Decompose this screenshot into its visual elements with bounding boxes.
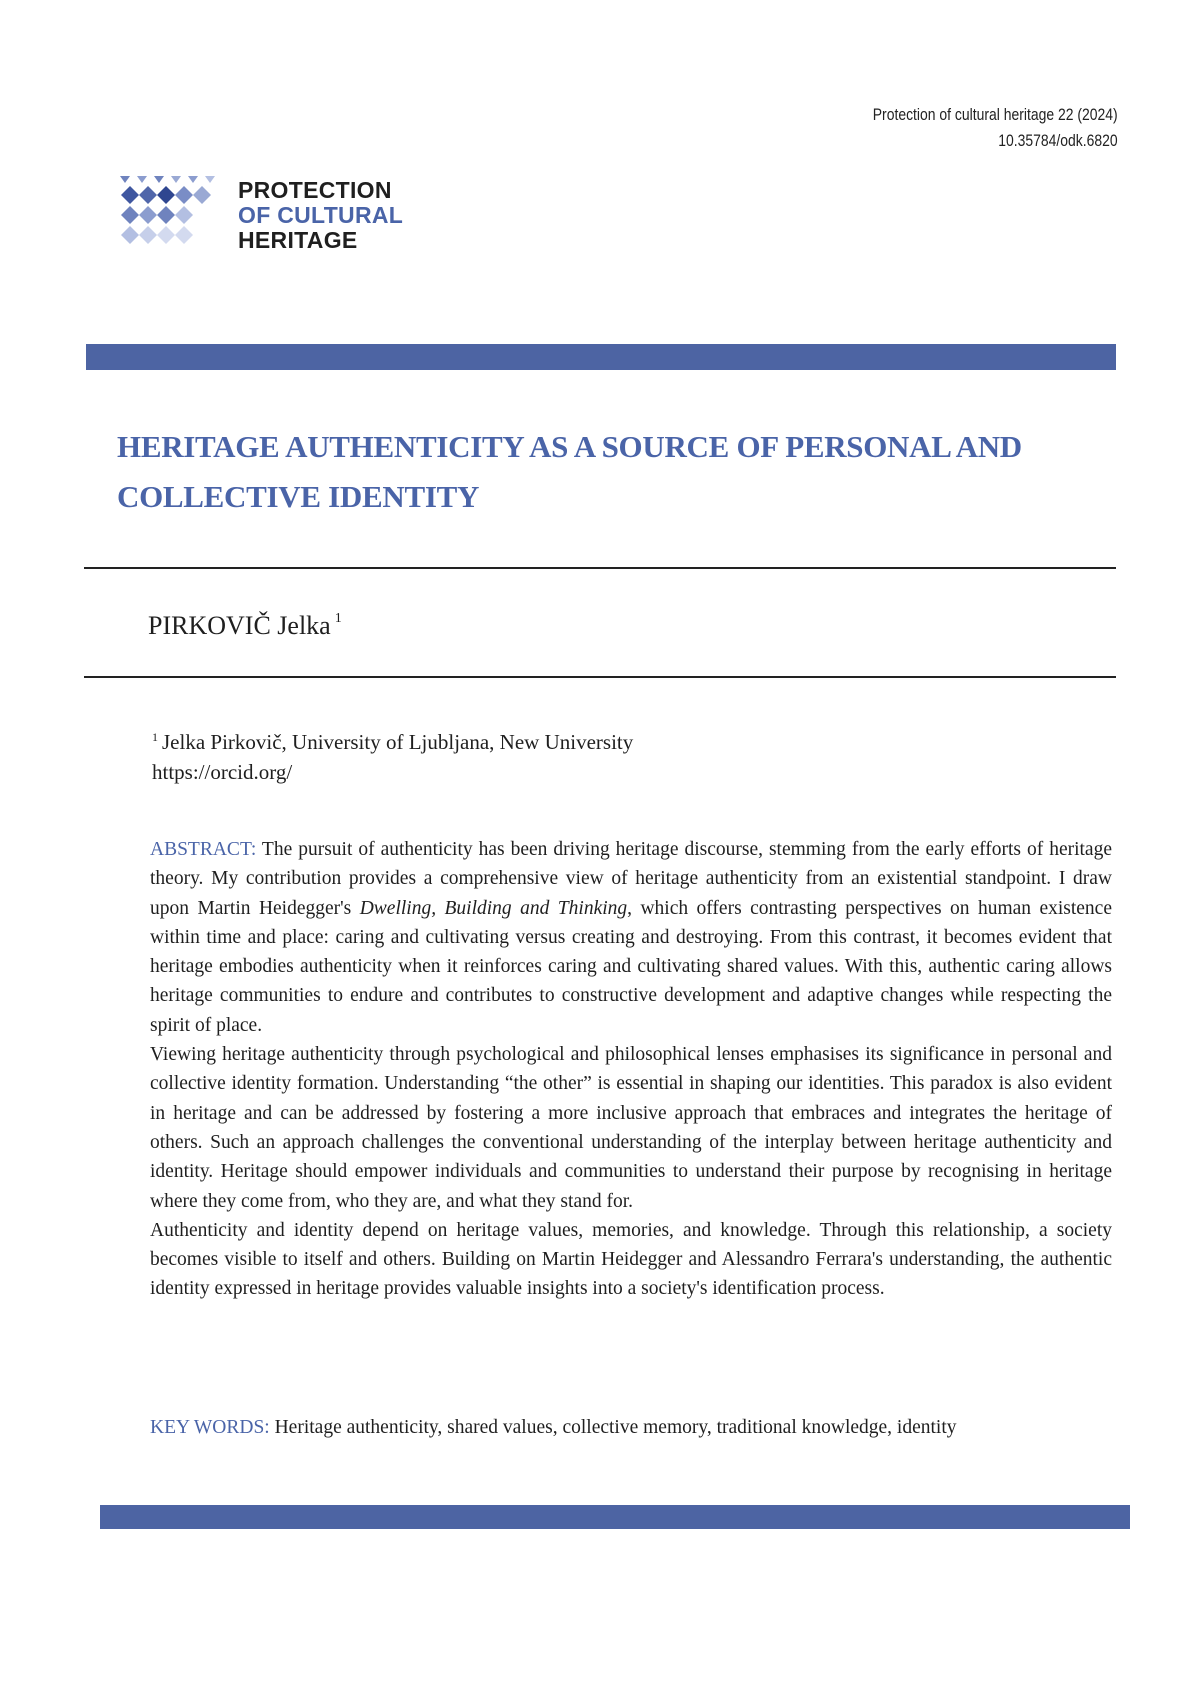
abstract-p1-start: The pursuit of authenticity has been driving heritage discourse, stemming from the early efforts of heritage theory. My contribution provides a comprehensive view of heritage authenticity from an existential standpoint. I draw upon Martin Heidegger's (150, 839, 1112, 919)
author-footnote-marker: 1 (334, 611, 342, 626)
orcid-link[interactable]: https://orcid.org/ (152, 760, 293, 784)
logo-line-3: HERITAGE (238, 227, 358, 253)
diamond-pattern-icon (120, 172, 230, 252)
abstract-paragraph-2: Viewing heritage authenticity through psychological and philosophical lenses emphasises its significance in personal and collective identity formation. Understanding “the other” is essential in shaping our identities. This paradox is also evident in heritage and can be addressed by fostering a more inclusive approach that embraces and integrates the heritage of others. Such an approach challenges the conventional understanding of the interplay between heritage authenticity and identity. Heritage should empower individuals and communities to understand their purpose by recognising in heritage where they come from, who they are, and what they stand for. (150, 1044, 1112, 1212)
logo-wordmark (238, 178, 403, 253)
affiliation-line (152, 722, 633, 757)
abstract (150, 835, 1112, 1304)
logo-line-2: OF CULTURAL (238, 202, 404, 228)
keywords (150, 1413, 1112, 1442)
abstract-p1-italic: Dwelling, Building and Thinking (359, 897, 628, 919)
abstract-p1-end: , which offers contrasting perspectives on human existence within time and place: caring and cultivating versus creating and destroying. From this contrast, it becomes evident that heritage embodies authenticity when it reinforces caring and cultivating shared values. With this, authentic caring allows heritage communities to endure and contributes to constructive development and adaptive changes while respecting the spirit of place. (150, 897, 1112, 1036)
article-title: HERITAGE AUTHENTICITY AS A SOURCE OF PERSONAL AND COLLECTIVE IDENTITY (117, 429, 1022, 514)
journal-doi: 10.35784/odk.6820 (998, 131, 1118, 150)
footer-band (100, 1505, 1130, 1529)
journal-citation: Protection of cultural heritage 22 (2024) (873, 105, 1118, 124)
journal-logo (120, 172, 450, 252)
logo-line-1: PROTECTION (238, 177, 392, 203)
abstract-paragraph-1 (150, 835, 1112, 1040)
keywords-text: Heritage authenticity, shared values, collective memory, traditional knowledge, identity (269, 1417, 957, 1438)
divider-top (84, 567, 1116, 569)
header-band (86, 344, 1116, 370)
journal-reference (873, 102, 1118, 154)
abstract-paragraph-3: Authenticity and identity depend on heritage values, memories, and knowledge. Through this relationship, a society becomes visible to itself and others. Building on Martin Heidegger and Alessandro Ferrara's understanding, the authentic identity expressed in heritage provides valuable insights into a society's identification process. (150, 1219, 1112, 1300)
affiliation-block (152, 722, 633, 787)
affiliation-marker: 1 (152, 730, 158, 744)
affiliation-text: Jelka Pirkovič, University of Ljubljana, New University (162, 730, 634, 754)
abstract-label: ABSTRACT: (150, 839, 257, 860)
divider-bottom (84, 676, 1116, 678)
author-line (148, 602, 342, 643)
author-name: PIRKOVIČ Jelka (148, 611, 331, 640)
keywords-label: KEY WORDS: (150, 1417, 270, 1438)
